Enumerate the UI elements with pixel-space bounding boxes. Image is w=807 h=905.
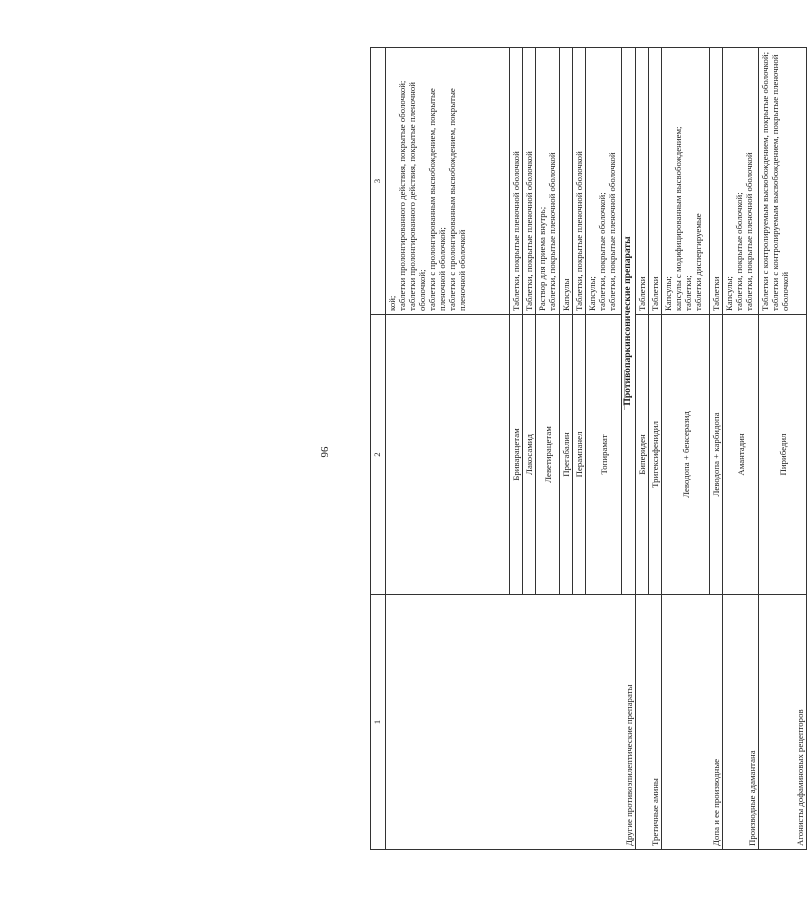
col-3-number: 3 bbox=[371, 48, 386, 315]
form-cell: Таблетки bbox=[710, 48, 723, 315]
column-number-row bbox=[371, 48, 386, 850]
drug-cell bbox=[386, 315, 510, 595]
form-cell: Таблетки, покрытые пленочной оболочкой bbox=[573, 48, 586, 315]
drug-cell: Леводопа + бенсеразид bbox=[662, 315, 710, 595]
form-cell: Таблетки bbox=[635, 48, 648, 315]
drug-cell: Амантадин bbox=[723, 315, 759, 595]
form-cell: Капсулы; таблетки, покрытые оболочкой; таблетки, покрытые пленочной оболочкой bbox=[586, 48, 622, 315]
drug-cell: Бипериден bbox=[635, 315, 648, 595]
section-title: Противопаркинсонические препараты bbox=[622, 48, 636, 595]
drug-cell: Лакосамид bbox=[523, 315, 536, 595]
drug-cell: Леветирацетам bbox=[536, 315, 560, 595]
table-row bbox=[723, 48, 759, 850]
form-cell: Капсулы; капсулы с модифицированным высвобождением; таблетки; таблетки диспергируемые bbox=[662, 48, 710, 315]
group-cell: Третичные амины bbox=[635, 595, 661, 850]
page-number: 96 bbox=[318, 446, 330, 458]
group-cell: Агонисты дофаминовых рецепторов bbox=[759, 595, 807, 850]
table-row bbox=[386, 48, 510, 850]
table-row bbox=[635, 48, 648, 850]
group-cell: Допа и ее производные bbox=[662, 595, 723, 850]
drug-cell: Топирамат bbox=[586, 315, 622, 595]
rotated-table-container bbox=[370, 48, 806, 850]
drug-cell: Пирибедил bbox=[759, 315, 807, 595]
drug-table bbox=[370, 47, 807, 850]
group-cell: Другие противоэпилептические препараты bbox=[386, 595, 636, 850]
col-2-number: 2 bbox=[371, 315, 386, 595]
form-cell: Таблетки с контролируемым высвобождением, покрытые оболочкой; таблетки с контролируемым высвобождением, покрытые пленочной оболочкой bbox=[759, 48, 807, 315]
form-cell: Таблетки bbox=[649, 48, 662, 315]
table-row bbox=[759, 48, 807, 850]
form-cell: Таблетки, покрытые пленочной оболочкой bbox=[523, 48, 536, 315]
form-cell: Капсулы; таблетки, покрытые оболочкой; таблетки, покрытые пленочной оболочкой bbox=[723, 48, 759, 315]
col-1-number: 1 bbox=[371, 595, 386, 850]
form-cell: Капсулы bbox=[560, 48, 573, 315]
table-row bbox=[662, 48, 710, 850]
drug-cell: Прегабалин bbox=[560, 315, 573, 595]
drug-cell: Леводопа + карбидопа bbox=[710, 315, 723, 595]
drug-cell: Перампанел bbox=[573, 315, 586, 595]
drug-cell: Бриварацетам bbox=[510, 315, 523, 595]
form-cell: Раствор для приема внутрь; таблетки, покрытые пленочной оболочкой bbox=[536, 48, 560, 315]
drug-cell: Тригексифенидил bbox=[649, 315, 662, 595]
group-cell: Производные адамантана bbox=[723, 595, 759, 850]
form-cell: кой; таблетки пролонгированного действия, покрытые оболочкой; таблетки пролонгированного действия, покрытые пленочной оболочкой; таблетки с пролонгированным высвобождением, покрытые пленочной оболочкой; таблетки с пролонгированным высвобождением, покрытые пленочной оболочкой bbox=[386, 48, 510, 315]
form-cell: Таблетки, покрытые пленочной оболочкой bbox=[510, 48, 523, 315]
